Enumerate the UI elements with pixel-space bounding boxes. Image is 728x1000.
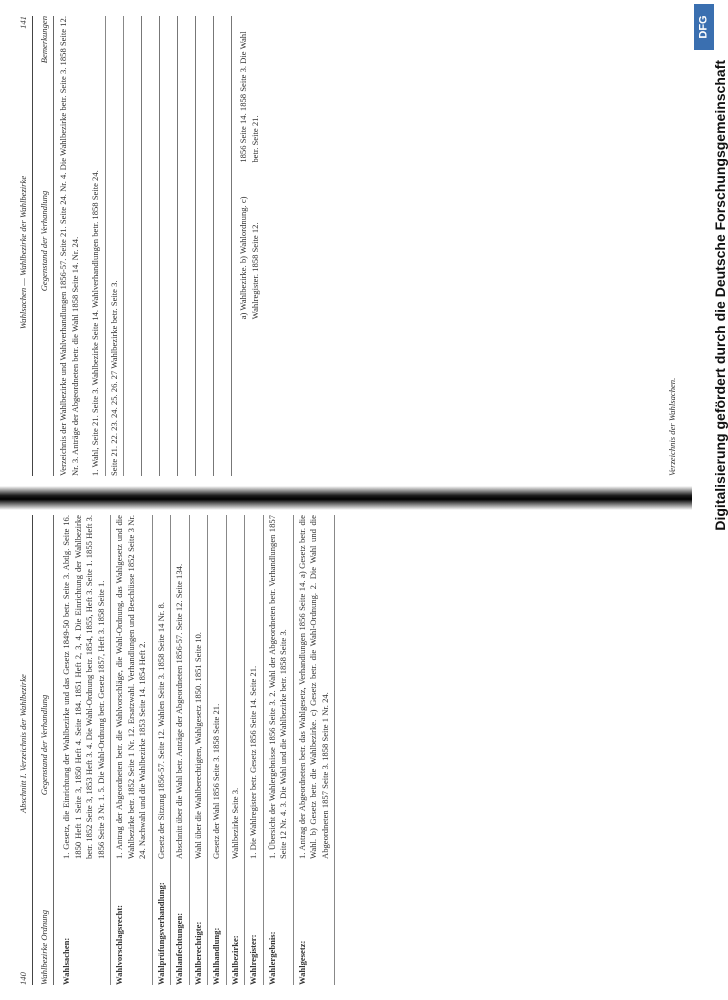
entry-label: Wahlergebnis: bbox=[266, 931, 277, 985]
table-row bbox=[111, 515, 153, 985]
binding-fold bbox=[0, 486, 716, 510]
table-row bbox=[171, 515, 190, 985]
right-running-title: Wahlsachen — Wahlbezirke der Wahlbezirke bbox=[18, 175, 28, 330]
entry-text: 1. Übersicht der Wahlergebnisse 1856 Seite 3. 2. Wahl der Abgeordneten betr. Verhandlungen 1857 Seite 12 Nr. 4. 3. Die Wahl und die Wahlbezirke betr. 1858 Seite 3. bbox=[266, 515, 288, 859]
ruled-line bbox=[142, 16, 160, 476]
dfg-banner bbox=[692, 0, 728, 1000]
entry-text: 1. Wahl, Seite 21. Seite 3. Wahlbezirke Seite 14. Wahlverhandlungen betr. 1858 Seite 24. bbox=[90, 170, 100, 476]
dfg-banner-text: Digitalisierung gefördert durch die Deutsche Forschungsgemeinschaft bbox=[712, 60, 728, 531]
table-row bbox=[58, 515, 111, 985]
table-row bbox=[106, 16, 125, 476]
left-running-head bbox=[18, 515, 33, 985]
entry-label: Wahlprüfungsverhandlung: bbox=[155, 882, 166, 985]
entry-label: Wahlsachen: bbox=[61, 937, 71, 985]
left-entries bbox=[58, 515, 335, 985]
left-page-number: 140 bbox=[18, 972, 28, 985]
right-running-head bbox=[18, 16, 33, 476]
ruled-line bbox=[160, 16, 178, 476]
entry-text: 1. Antrag der Abgeordneten betr. das Wahlgesetz, Verhandlungen 1856 Seite 14. a) Gesetz betr. die Wahl. b) Gesetz betr. die Wahlbezirke. c) Gesetz betr. die Wahl-Ordnung. 2. Die Wahl und die Abgeordneten 1857 Seite 3. 1858 Seite 1 Nr. 24. bbox=[296, 515, 330, 859]
entry-text: 1. Antrag der Abgeordneten betr. die Wahlvorschläge, die Wahl-Ordnung, das Wahlgesetz und die Wahlbezirke betr. 1852 Seite 1 Nr. 12. Ersatzwahl. Verhandlungen und Beschlüsse 1852 Seite 3 Nr. 24. Nachwahl und die Wahlbezirke 1853 Seite 14. 1854 Heft 2. bbox=[114, 515, 147, 859]
entry-label: Wahlanfechtungen: bbox=[174, 912, 184, 985]
entry-text: 1. Gesetz, die Einrichtung der Wahlbezirke und das Gesetz 1849-50 betr. Seite 3. Abtlg. Seite 16. 1850 Heft 1 Seite 3, 1850 Heft 4. Seite 184. 1851 Heft 2, 3, 4. Die Einrichtung der Wahlbezirke betr. 1852 Seite 3, 1853 Heft 3. 4. Die Wahl-Ordnung betr. 1854, 1855, Heft 3. Seite 1. 1855 Heft 3. 1856 Seite 3 Nr. 1. 5. Die Wahl-Ordnung betr. Gesetz 1857, Heft 3. 1858 Seite 1. bbox=[61, 515, 106, 859]
entry-text: 1. Die Wahlregister betr. Gesetz 1856 Seite 14. Seite 21. bbox=[248, 665, 258, 859]
entry-text: Wahl über die Wahlberechtigten, Wahlgesetz 1850. 1851 Seite 10. bbox=[192, 632, 203, 859]
table-row bbox=[153, 515, 172, 985]
table-row bbox=[264, 515, 294, 985]
entry-label: Wahlgesetz: bbox=[296, 940, 307, 985]
entry-label: Wahlregister: bbox=[248, 934, 258, 985]
entry-text: Gesetz der Wahl 1856 Seite 3. 1858 Seite 21. bbox=[211, 703, 221, 859]
notes-right: 1856 Seite 14. 1858 Seite 3. Die Wahl betr. Seite 21. bbox=[238, 31, 260, 163]
right-notes bbox=[238, 16, 261, 476]
right-column-headers: Gegenstand der Verhandlung Bemerkungen bbox=[37, 16, 55, 476]
ruled-line bbox=[178, 16, 196, 476]
entry-text: Gesetz der Sitzung 1856-57. Seite 12. Wahlen Seite 3. 1858 Seite 14 Nr. 8. bbox=[155, 602, 166, 859]
entry-text: Abschnitt über die Wahl betr. Anträge der Abgeordneten 1856-57. Seite 12. Seite 134. bbox=[174, 563, 184, 859]
ruled-line bbox=[214, 16, 232, 476]
right-intro: Verzeichnis der Wahlbezirke und Wahlverhandlungen 1856-57. Seite 21. Seite 24. Nr. 4. Die Wahlbezirke betr. Seite 3. 1858 Seite 12. Nr. 3. Anträge der Abgeordneten betr. die Wahl 1858 Seite 14. Nr. 24. bbox=[58, 16, 80, 476]
notes-middle: a) Wahlbezirke. b) Wahlordnung. c) Wahlregister. 1858 Seite 12. bbox=[238, 196, 260, 320]
table-row bbox=[87, 16, 106, 476]
right-page bbox=[18, 16, 678, 476]
table-row bbox=[190, 515, 209, 985]
entry-label: Wahlberechtigte: bbox=[192, 921, 203, 985]
dfg-logo: DFG bbox=[694, 4, 714, 50]
entry-label: Wahlbezirke: bbox=[229, 935, 240, 985]
table-row bbox=[227, 515, 246, 985]
table-row bbox=[245, 515, 264, 985]
table-row bbox=[294, 515, 336, 985]
ruled-line bbox=[124, 16, 142, 476]
right-entries bbox=[87, 16, 124, 476]
right-page-number: 141 bbox=[18, 16, 28, 29]
right-footer: Verzeichnis der Wahlsachen. bbox=[666, 377, 677, 476]
ruled-line bbox=[196, 16, 214, 476]
entry-label: Wahlhandlung: bbox=[211, 927, 221, 985]
entry-text: Seite 21. 22. 23. 24. 25. 26. 27 Wahlbezirke betr. Seite 3. bbox=[108, 280, 119, 476]
table-row bbox=[208, 515, 227, 985]
left-page bbox=[18, 515, 678, 985]
entry-label: Wahlvorschlagsrecht: bbox=[114, 904, 124, 985]
left-column-headers: Wahlbezirke Ordnung Gegenstand der Verhandlung bbox=[37, 515, 55, 985]
left-running-title: Abschnitt I. Verzeichnis der Wahlbezirke bbox=[18, 674, 28, 813]
entry-text: Wahlbezirke Seite 3. bbox=[229, 787, 240, 859]
